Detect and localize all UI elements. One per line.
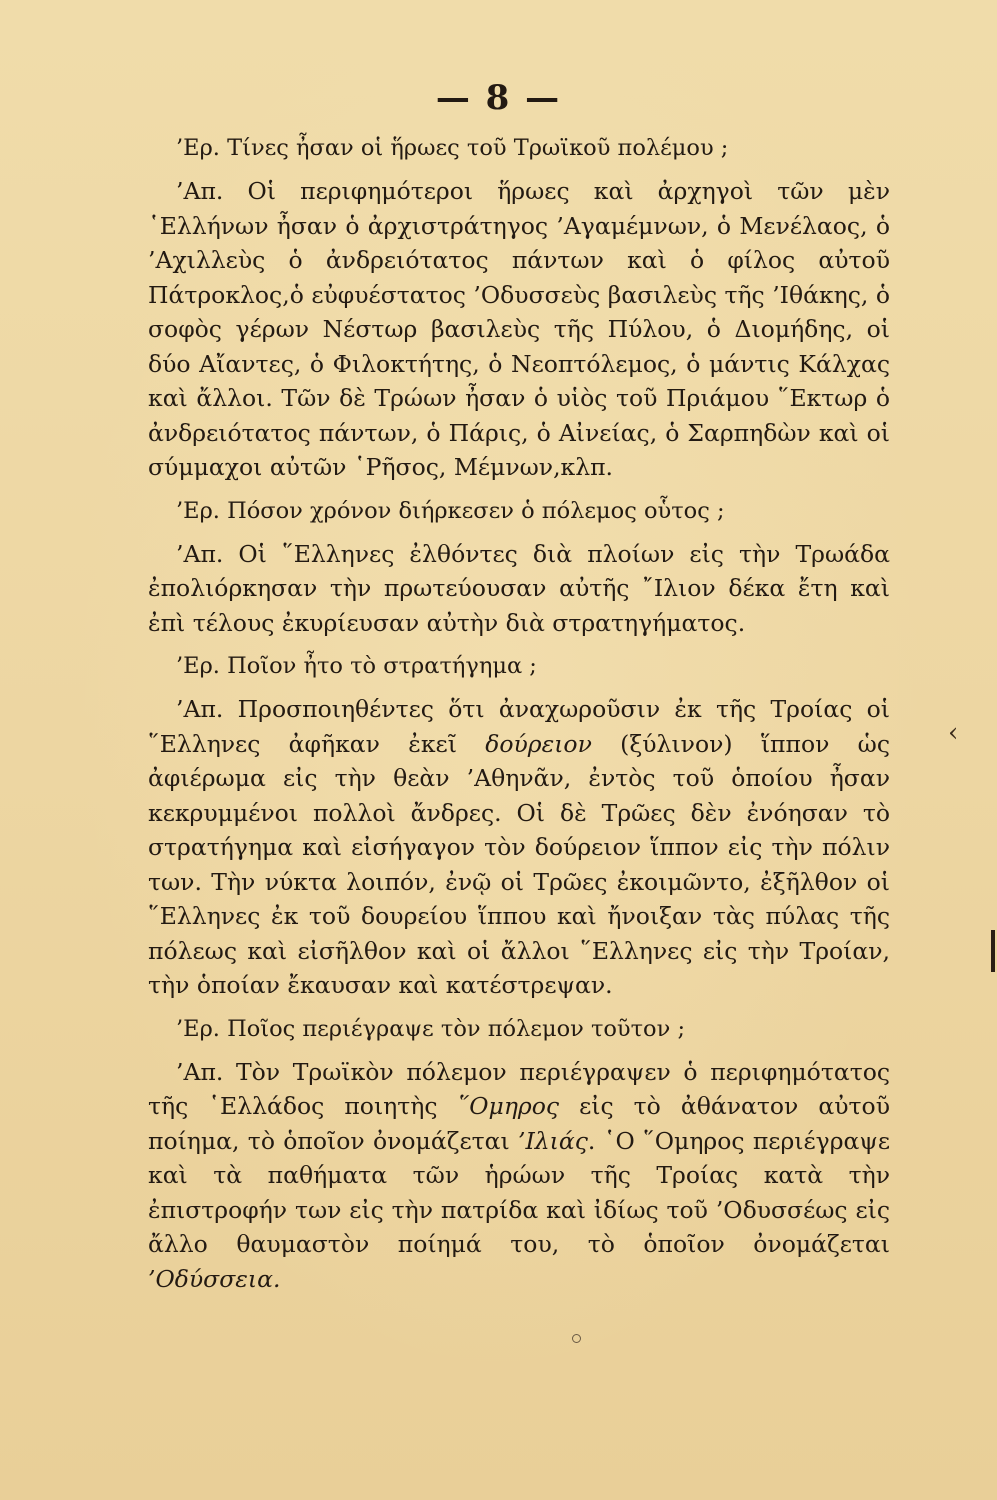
question-3: ’Ερ. Ποῖον ἦτο τὸ στρατήγημα ; [176, 653, 537, 679]
answer-2-text: ’Απ. Οἱ ῞Ελληνες ἐλθόντες διὰ πλοίων εἰς τὴν Τρωάδα ἐπολιόρκησαν τὴν πρωτεύουσαν αὐτῆς ῎Ιλιον δέκα ἔτη καὶ ἐπὶ τέλους ἐκυρίευσαν αὐτὴν διὰ στρατηγήματος. [148, 539, 890, 637]
paper-spot [572, 1334, 581, 1343]
margin-mark: ‹ [948, 718, 959, 748]
page-number: — 8 — [435, 78, 562, 118]
answer-4-italic-homer: ῞Ομηρος [457, 1092, 560, 1120]
answer-3-text-b: (ξύλινον) ἵππον ὡς ἀφιέρωμα εἰς τὴν θεὰν ’Αθηνᾶν, ἐντὸς τοῦ ὁποίου ἦσαν κεκρυμμένοι πολλοὶ ἄνδρες. Οἱ δὲ Τρῶες δὲν ἐνόησαν τὸ στρατήγημα καὶ εἰσήγαγον τὸν δούρειον ἵππον εἰς τὴν πόλιν των. Τὴν νύκτα λοιπόν, ἐνῷ οἱ Τρῶες ἐκοιμῶντο, ἐξῆλθον οἱ ῞Ελληνες ἐκ τοῦ δουρείου ἵππου καὶ ἤνοιξαν τὰς πύλας τῆς πόλεως καὶ εἰσῆλθον καὶ οἱ ἄλλοι ῞Ελληνες εἰς τὴν Τροίαν, τὴν ὁποίαν ἔκαυσαν καὶ κατέστρεψαν. [148, 729, 890, 999]
answer-3-text-a: ’Απ. Προσποιηθέντες ὅτι ἀναχωροῦσιν ἐκ τῆς Τροίας οἱ ῞Ελληνες ἀφῆκαν ἐκεῖ [148, 695, 890, 758]
answer-4-text-c: . ῾Ο ῞Ομηρος περιέγραψε καὶ τὰ παθήματα τῶν ἡρώων τῆς Τροίας κατὰ τὴν ἐπιστροφήν των εἰς τὴν πατρίδα καὶ ἰδίως τοῦ ’Οδυσσέως εἰς ἄλλο θαυμαστὸν ποίημά του, τὸ ὁποῖον ὀνομάζεται [148, 1126, 890, 1258]
answer-3 [148, 692, 890, 1003]
question-1: ’Ερ. Τίνες ἦσαν οἱ ἥρωες τοῦ Τρωϊκοῦ πολέμου ; [176, 135, 729, 161]
answer-1 [148, 174, 890, 485]
answer-4-text-a: ’Απ. Τὸν Τρωϊκὸν πόλεμον περιέγραψεν ὁ περιφημότατος τῆς ῾Ελλάδος ποιητὴς [148, 1057, 890, 1120]
text-body [148, 133, 890, 1296]
edge-ink-mark [991, 930, 995, 972]
answer-1-text: ’Απ. Οἱ περιφημότεροι ἥρωες καὶ ἀρχηγοὶ τῶν μὲν ῾Ελλήνων ἦσαν ὁ ἀρχιστράτηγος ’Αγαμέμνων, ὁ Μενέλαος, ὁ ’Αχιλλεὺς ὁ ἀνδρειότατος πάντων καὶ ὁ φίλος αὐτοῦ Πάτροκλος,ὁ εὐφυέστατος ’Οδυσσεὺς βασιλεὺς τῆς ’Ιθάκης, ὁ σοφὸς γέρων Νέστωρ βασιλεὺς τῆς Πύλου, ὁ Διομήδης, οἱ δύο Αἴαντες, ὁ Φιλοκτήτης, ὁ Νεοπτόλεμος, ὁ μάντις Κάλχας καὶ ἄλλοι. Τῶν δὲ Τρώων ἦσαν ὁ υἱὸς τοῦ Πριάμου ῞Εκτωρ ὁ ἀνδρειότατος πάντων, ὁ Πάρις, ὁ Αἰνείας, ὁ Σαρπηδὼν καὶ οἱ σύμμαχοι αὐτῶν ῾Ρῆσος, Μέμνων,κλπ. [148, 177, 890, 481]
answer-2 [148, 537, 890, 641]
answer-4-text-b: εἰς τὸ ἀθάνατον αὐτοῦ ποίημα, τὸ ὁποῖον ὀνομάζεται [148, 1092, 890, 1155]
answer-4-italic-iliad: ’Ιλιάς [518, 1126, 588, 1155]
question-4: ’Ερ. Ποῖος περιέγραψε τὸν πόλεμον τοῦτον ; [176, 1015, 686, 1042]
answer-4-italic-odyssey: ’Οδύσσεια. [148, 1264, 281, 1293]
answer-3-italic-douream: δούρειον [485, 729, 592, 758]
question-2: ’Ερ. Πόσον χρόνον διήρκεσεν ὁ πόλεμος οὗτος ; [176, 497, 725, 524]
answer-4 [148, 1055, 890, 1297]
